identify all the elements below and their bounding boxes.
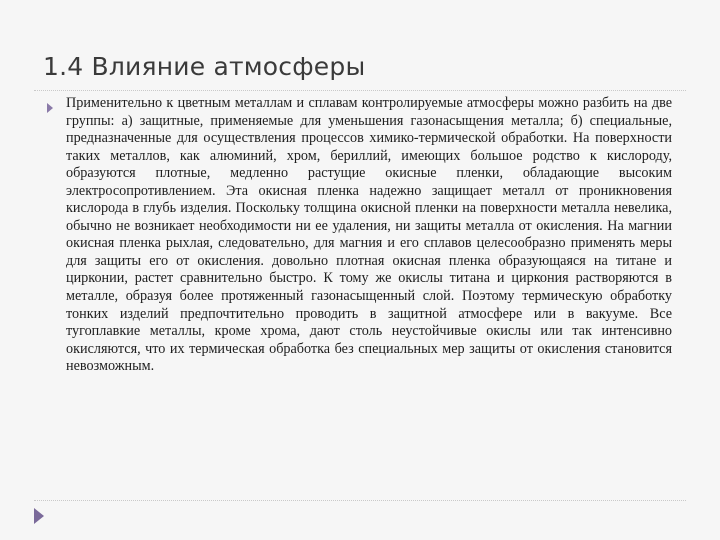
slide-paragraph: Применительно к цветным металлам и сплавам контролируемые атмосферы можно разбить на две группы: а) защитные, применяемые для уменьшения газонасыщения металла; б) специальные, предназначенные для осуществления процессов химико-термической обработки. На поверхности таких металлов, как алюминий, хром, бериллий, имеющих большое родство к кислороду, образуются плотные, медленно растущие окисные пленки, обладающие высоким электросопротивлением. Эта окисная пленка надежно защищает металл от проникновения кислорода в глубь изделия. Поскольку толщина окисной пленки на поверхности металла невелика, обычно не возникает необходимости ни ее удаления, ни защиты металла от окисления. На магнии окисная пленка рыхлая, следовательно, для магния и его сплавов целесообразно применять меры для защиты его от окисления. довольно плотная окисная пленка образующаяся на титане и цирконии, растет сравнительно быстро. К тому же окислы титана и циркония растворяются в металле, образуя более протяженный газонасыщенный слой. Поэтому термическую обработку тонких изделий предпочтительно проводить в защитной атмосфере или в вакууме. Все тугоплавкие металлы, кроме хрома, дают столь неустойчивые окислы или так интенсивно окисляются, что их термическая обработка без специальных мер защиты от окисления становится невозможным. (66, 95, 672, 375)
next-slide-arrow-icon[interactable] (34, 508, 44, 524)
triangle-bullet-icon (47, 103, 53, 113)
footer-divider (34, 500, 686, 501)
title-divider (34, 90, 686, 91)
slide-title: 1.4 Влияние атмосферы (43, 52, 366, 81)
